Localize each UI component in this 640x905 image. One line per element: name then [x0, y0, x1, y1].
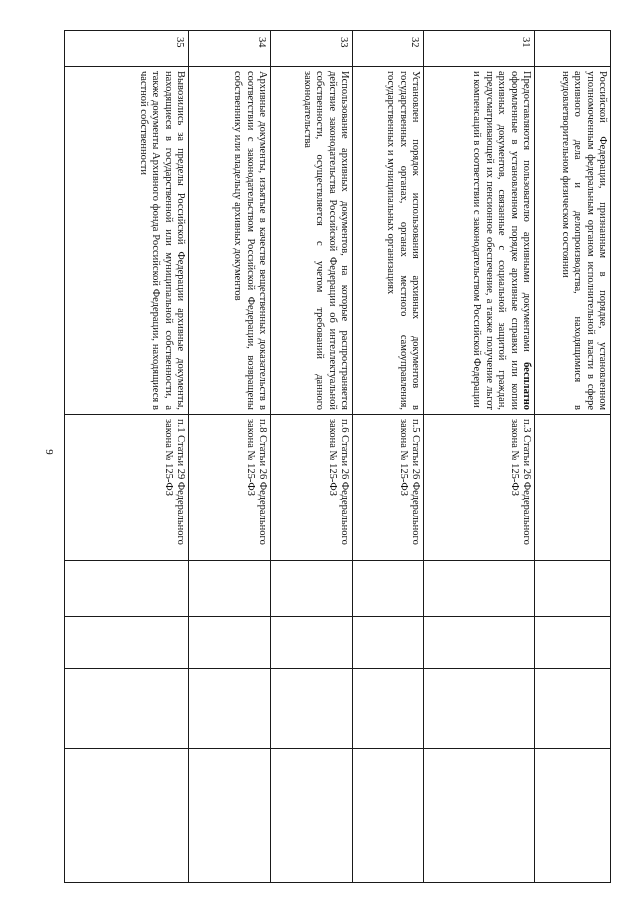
legal-reference: п.6 Статьи 26 Федерального закона № 125-ФЗ: [271, 415, 353, 561]
table-row: [271, 31, 353, 883]
legal-reference: п.1 Статьи 29 Федерального закона № 125-ФЗ: [65, 415, 189, 561]
answer-cell: [424, 669, 535, 749]
answer-cell: [189, 561, 271, 617]
page-number: 9: [43, 449, 55, 455]
answer-cell: [353, 669, 424, 749]
legal-reference: [535, 415, 611, 561]
requirement-text: Вывозились за пределы Российской Федерации архивные документы, находящиеся в государственной или муниципальной собственности, а также документы Архивного фонда Российской Федерации, находящиеся в частной собственности: [65, 67, 189, 415]
answer-cell: [353, 561, 424, 617]
comment-cell: [424, 749, 535, 883]
comment-cell: [535, 749, 611, 883]
row-number: [535, 31, 611, 67]
answer-cell: [65, 669, 189, 749]
requirement-text: Установлен порядок использования архивных документов в государственных органах, органах местного самоуправления, государственных и муниципальных организациях: [353, 67, 424, 415]
answer-cell: [65, 617, 189, 669]
answer-cell: [424, 561, 535, 617]
row-number: 31: [424, 31, 535, 67]
answer-cell: [271, 561, 353, 617]
comment-cell: [353, 749, 424, 883]
answer-cell: [535, 669, 611, 749]
answer-cell: [353, 617, 424, 669]
comment-cell: [271, 749, 353, 883]
answer-cell: [535, 617, 611, 669]
checklist-table: [64, 30, 611, 883]
table-row: [65, 31, 189, 883]
answer-cell: [189, 617, 271, 669]
answer-cell: [424, 617, 535, 669]
legal-reference: п.3 Статьи 26 Федерального закона № 125-ФЗ: [424, 415, 535, 561]
answer-cell: [271, 617, 353, 669]
requirement-text: Российской Федерации, признанным в порядке, установленном уполномоченным федеральным органом исполнительной власти в сфере архивного дела и делопроизводства, находящимися в неудовлетворительном физическом состоянии: [535, 67, 611, 415]
answer-cell: [535, 561, 611, 617]
table-row: [424, 31, 535, 883]
answer-cell: [189, 669, 271, 749]
row-number: 34: [189, 31, 271, 67]
legal-reference: п.8 Статьи 26 Федерального закона № 125-ФЗ: [189, 415, 271, 561]
table-container: [65, 30, 611, 882]
comment-cell: [189, 749, 271, 883]
answer-cell: [271, 669, 353, 749]
row-number: 33: [271, 31, 353, 67]
requirement-text: Предоставляются пользователю архивными документами бесплатно оформленные в установленном порядке архивные справки или копии архивных документов, связанные с социальной защитой граждан, предусматривающей их пенсионное обеспечение, а также получение льгот и компенсаций в соответствии с законодательством Российской Федерации: [424, 67, 535, 415]
row-number: 35: [65, 31, 189, 67]
table-row: [535, 31, 611, 883]
requirement-text: Архивные документы, изъятые в качестве вещественных доказательств в соответствии с законодательством Российской Федерации, возвращены собственнику или владельцу архивных документов: [189, 67, 271, 415]
comment-cell: [65, 749, 189, 883]
answer-cell: [65, 561, 189, 617]
table-row: [353, 31, 424, 883]
table-row: [189, 31, 271, 883]
requirement-text: Использование архивных документов, на которые распространяется действие законодательства Российской Федерации об интеллектуальной собственности, осуществляется с учетом требований данного законодательства: [271, 67, 353, 415]
legal-reference: п.5 Статьи 26 Федерального закона № 125-ФЗ: [353, 415, 424, 561]
row-number: 32: [353, 31, 424, 67]
